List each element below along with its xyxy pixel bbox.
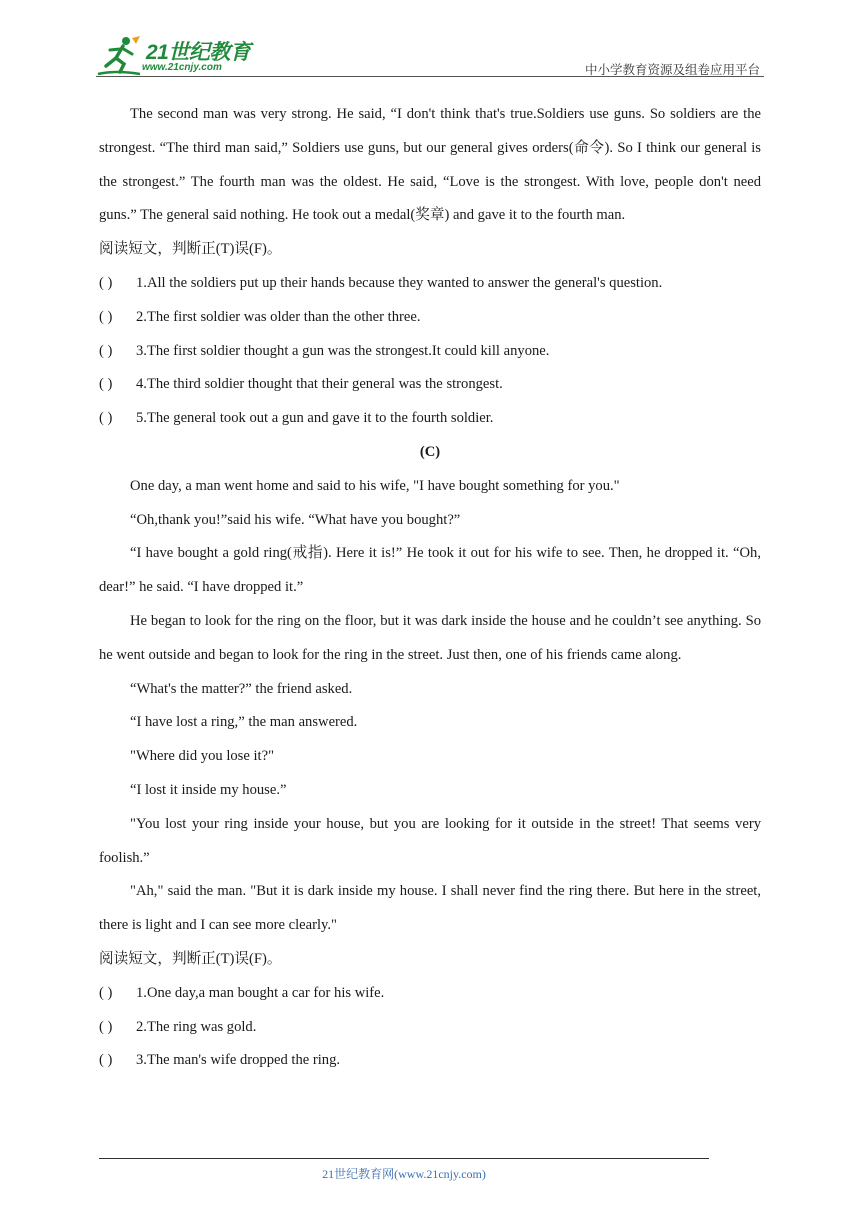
passage-c-paragraph: “Oh,thank you!”said his wife. “What have you bought?” [130, 511, 461, 528]
passage-c-paragraph: "Where did you lose it?" [130, 748, 275, 765]
page-footer[interactable]: 21世纪教育网(www.21cnjy.com) [322, 1167, 486, 1181]
passage-c-paragraph: “I have lost a ring,” the man answered. [130, 714, 358, 731]
logo-url: www.21cnjy.com [142, 62, 222, 73]
question-text: 3.The man's wife dropped the ring. [136, 1052, 341, 1069]
passage-c-paragraph: He began to look for the ring on the floor, but it was dark inside the house and he couldn’t see anything. So he went outside and began to look for the ring in the street. Just then, one of his friends came along. [99, 612, 761, 663]
answer-blank[interactable]: ( ) [99, 1052, 113, 1069]
answer-blank[interactable]: ( ) [99, 376, 113, 393]
answer-blank[interactable]: ( ) [99, 984, 113, 1001]
question-text: 1.All the soldiers put up their hands because they wanted to answer the general's question. [136, 274, 663, 291]
section-c-title: (C) [419, 443, 441, 460]
answer-blank[interactable]: ( ) [99, 1018, 113, 1035]
passage-c-paragraph: “I have bought a gold ring(戒指). Here it is!” He took it out for his wife to see. Then, he dropped it. “Oh, dear!” he said. “I have dropped it.” [99, 545, 761, 596]
footer-divider [99, 1158, 709, 1159]
question-text: 2.The first soldier was older than the other three. [136, 308, 421, 325]
question-item [99, 1044, 761, 1078]
question-text: 3.The first soldier thought a gun was the strongest.It could kill anyone. [136, 342, 550, 359]
header-platform-name: 中小学教育资源及组卷应用平台 [584, 63, 760, 77]
logo-text: 21世纪教育 [146, 41, 251, 64]
question-item [99, 368, 761, 402]
question-text: 4.The third soldier thought that their general was the strongest. [136, 376, 503, 393]
question-item [99, 335, 761, 369]
running-man-icon [96, 34, 144, 78]
question-item [99, 977, 761, 1011]
instruction-b: 阅读短文，判断正(T)误(F)。 [99, 241, 282, 258]
site-logo[interactable] [96, 34, 266, 78]
question-item [99, 1011, 761, 1045]
question-item [99, 402, 761, 436]
passage-c-paragraph: "You lost your ring inside your house, but you are looking for it outside in the street! That seems very foolish.” [99, 815, 761, 866]
answer-blank[interactable]: ( ) [99, 342, 113, 359]
question-text: 5.The general took out a gun and gave it to the fourth soldier. [136, 410, 494, 427]
passage-b-paragraph: The second man was very strong. He said, “I don't think that's true.Soldiers use guns. So soldiers are the strongest. “The third man said,” Soldiers use guns, but our general gives orders(命令). So I think our general is the strongest.” The fourth man was the oldest. He said, “Love is the strongest. With love, people don't need guns.” The general said nothing. He took out a medal(奖章) and gave it to the fourth man. [99, 106, 761, 224]
answer-blank[interactable]: ( ) [99, 274, 113, 291]
document-body [99, 98, 761, 1078]
passage-c-paragraph: “What's the matter?” the friend asked. [130, 680, 353, 697]
passage-c-paragraph: One day, a man went home and said to his wife, "I have bought something for you." [130, 477, 620, 494]
passage-c-paragraph: "Ah," said the man. "But it is dark inside my house. I shall never find the ring there. But here in the street, there is light and I can see more clearly." [99, 883, 761, 934]
instruction-c: 阅读短文，判断正(T)误(F)。 [99, 950, 282, 967]
question-text: 1.One day,a man bought a car for his wife. [136, 984, 385, 1001]
question-item [99, 301, 761, 335]
answer-blank[interactable]: ( ) [99, 308, 113, 325]
question-text: 2.The ring was gold. [136, 1018, 257, 1035]
page-header [96, 30, 764, 78]
passage-c-paragraph: “I lost it inside my house.” [130, 781, 287, 798]
header-divider [96, 76, 764, 77]
question-item [99, 267, 761, 301]
answer-blank[interactable]: ( ) [99, 410, 113, 427]
